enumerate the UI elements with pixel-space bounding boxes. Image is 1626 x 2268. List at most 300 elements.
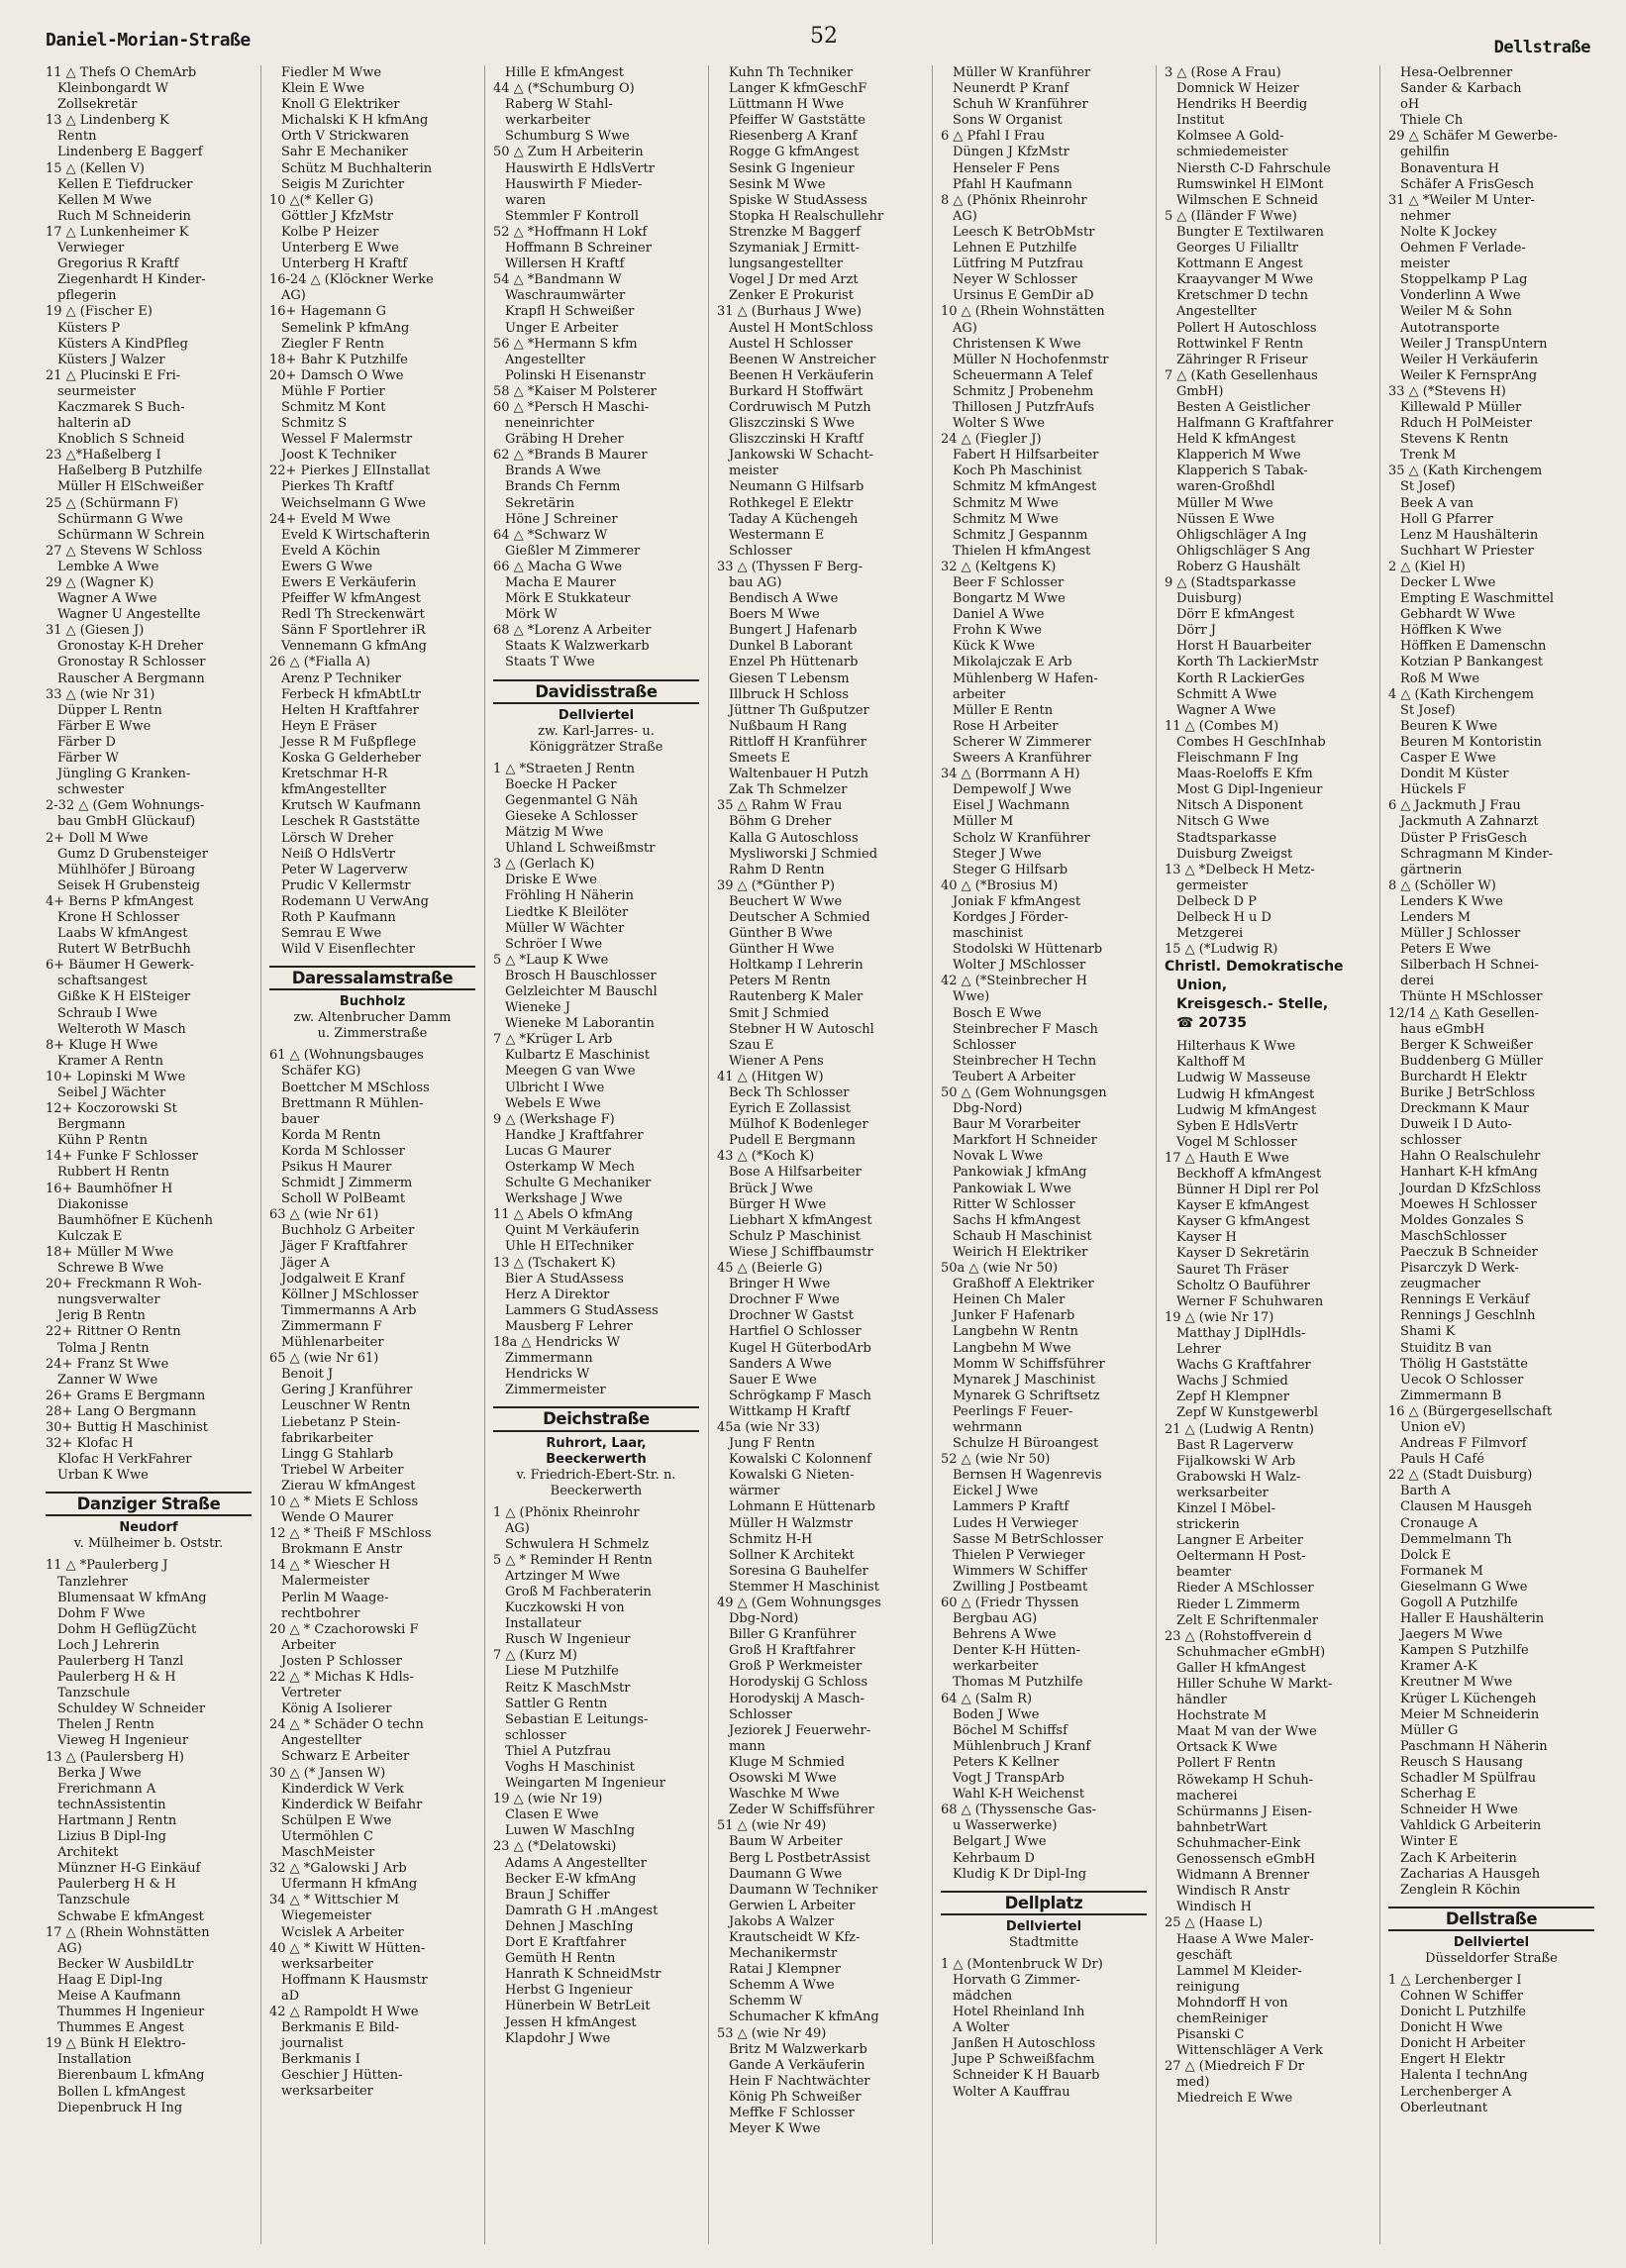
resident-entry: Spiske W StudAssess [729,192,867,208]
house-entry: 5 △ (Iländer F Wwe) [1165,208,1297,224]
resident-entry: Zimmermann B [1400,1388,1502,1403]
resident-entry: Thünte H MSchlosser [1400,989,1543,1005]
resident-entry: Grabowski H Walz- [1176,1469,1301,1485]
resident-entry: Schmitz M Wwe [953,511,1059,527]
resident-entry: Wiese J Schiffbaumstr [729,1244,873,1260]
resident-entry: Kulczak E [57,1228,123,1244]
house-entry: 51 △ (wie Nr 49) [717,1818,827,1834]
house-entry: 8 △ (Schöller W) [1388,877,1496,893]
resident-entry: Blumensaat W kfmAng [57,1590,207,1605]
resident-entry: Berger K Schweißer [1400,1037,1533,1053]
resident-entry: Kayser E kfmAngest [1176,1198,1309,1214]
resident-entry: Uecok O Schlosser [1400,1372,1524,1388]
resident-entry: Held K kfmAngest [1176,432,1296,448]
house-entry: 50a △ (wie Nr 50) [941,1261,1059,1277]
resident-entry: Fijalkowski W Arb [1176,1453,1296,1469]
resident-entry: Beck Th Schlosser [729,1085,850,1100]
house-entry: 31 △ (Giesen J) [46,623,145,639]
resident-entry: Fiedler M Wwe [281,65,382,80]
resident-entry: Schemm W [729,1994,803,2010]
resident-entry: Installateur [505,1616,581,1632]
resident-entry: Schmitz M Kont [281,399,386,415]
resident-entry: Küsters P [57,320,121,336]
resident-entry: Dolck E [1400,1547,1452,1563]
resident-entry: Haag E Dipl-Ing [57,1972,163,1988]
house-entry: 11 △ Thefs O ChemArb [46,65,197,80]
resident-entry: Eisel J Wachmann [953,798,1070,814]
resident-entry: Groß P Werkmeister [729,1659,863,1675]
resident-entry: Klapperich S Tabak- [1176,464,1308,479]
column-divider [708,65,709,2244]
resident-entry: Kotzian P Bankangest [1400,655,1544,670]
house-entry: 7 △ *Krüger L Arb [493,1032,613,1048]
house-entry: 29 △ (Wagner K) [46,575,154,590]
resident-entry: Schumacher K kfmAng [729,2010,879,2025]
resident-entry: Kolbe P Heizer [281,224,379,240]
resident-entry: Dohm F Wwe [57,1605,146,1621]
resident-entry: Eickel J Wwe [953,1484,1039,1499]
resident-entry: Nitsch A Disponent [1176,798,1303,814]
resident-entry: Stoppelkamp P Lag [1400,272,1528,288]
resident-entry: Färber W [57,751,119,767]
resident-entry: Färber E Wwe [57,718,152,734]
resident-entry: lungsangestellter [729,257,844,272]
street-heading: Dellplatz [941,1891,1147,1915]
resident-entry: arbeiter [953,686,1006,702]
house-entry: 16-24 △ (Klöckner Werke [269,272,434,288]
resident-entry: Rennings E Verkäuf [1400,1292,1530,1308]
resident-entry: Düngen J KfzMstr [953,145,1069,160]
street-section-note: v. Mülheimer b. Oststr. [73,1536,224,1552]
house-entry: 2 △ (Kiel H) [1388,559,1466,574]
resident-entry: Arbeiter [281,1637,336,1653]
district-heading: Dellviertel [558,707,635,723]
house-entry: 24 △ * Schäder O techn [269,1717,424,1733]
resident-entry: AG) [953,320,977,336]
street-heading: Deichstraße [493,1406,699,1431]
resident-entry: Windisch R Anstr [1176,1884,1290,1900]
house-entry: 1 △ (Montenbruck W Dr) [941,1956,1103,1972]
resident-entry: Neiß O HdlsVertr [281,846,395,862]
resident-entry: Bast R Lagerverw [1176,1437,1294,1453]
resident-entry: Widmann A Brenner [1176,1868,1310,1884]
resident-entry: med) [1176,2075,1210,2091]
resident-entry: Wessel F Malermstr [281,432,413,448]
resident-entry: Andreas F Filmvorf [1400,1436,1527,1452]
resident-entry: Schülpen E Wwe [281,1812,392,1828]
house-entry: 27 △ Stevens W Schloss [46,543,203,559]
resident-entry: Maat M van der Wwe [1176,1724,1317,1740]
resident-entry: Knoblich S Schneid [57,432,185,448]
resident-entry: Brettmann R Mühlen- [281,1095,424,1111]
column-divider [260,65,261,2244]
resident-entry: Fabert H Hilfsarbeiter [953,448,1099,464]
resident-entry: Scherer W Zimmerer [953,734,1091,750]
house-entry: 16+ Hagemann G [269,304,387,320]
resident-entry: Hünerbein W BetrLeit [505,1999,651,2014]
resident-entry: Becker W AusbildLtr [57,1956,194,1972]
resident-entry: Müller M [953,814,1014,830]
resident-entry: Rennings J Geschlnh [1400,1308,1536,1324]
resident-entry: Kretschmar H-R [281,767,388,782]
resident-entry: haus eGmbH [1400,1021,1485,1037]
resident-entry: Paulerberg H Tanzl [57,1654,184,1669]
resident-entry: Scheuermann A Telef [953,367,1093,383]
directory-column [717,65,923,2254]
resident-entry: Nußbaum H Rang [729,718,848,734]
house-entry: 31 △ (Burhaus J Wwe) [717,304,862,320]
resident-entry: Leesch K BetrObMstr [953,224,1095,240]
house-entry: 26+ Grams E Bergmann [46,1388,206,1403]
resident-entry: gärtnerin [1400,862,1463,877]
resident-entry: Sachs H kfmAngest [953,1212,1081,1228]
house-entry: 61 △ (Wohnungsbauges [269,1048,424,1064]
resident-entry: Strenzke M Baggerf [729,224,862,240]
resident-entry: Shami K [1400,1324,1456,1340]
resident-entry: Domnick W Heizer [1176,81,1299,97]
resident-entry: Liebhart X kfmAngest [729,1212,872,1228]
resident-entry: Wilmschen E Schneid [1176,192,1319,208]
house-entry: 54 △ *Bandmann W [493,272,622,288]
resident-entry: Rothkegel E Elektr [729,495,854,511]
house-entry: 19 △ (wie Nr 19) [493,1792,603,1807]
resident-entry: Pauls H Café [1400,1452,1484,1468]
resident-entry: Sauret Th Fräser [1176,1262,1289,1278]
directory-columns [46,65,1596,2254]
resident-entry: Casper E Wwe [1400,751,1496,767]
resident-entry: Boden J Wwe [953,1706,1040,1722]
resident-entry: maschinist [953,926,1023,942]
resident-entry: Gronostay R Schlosser [57,655,206,670]
resident-entry: Angestellter [1176,304,1257,320]
resident-entry: Schrögkamp F Masch [729,1388,871,1403]
resident-entry: Pisarczyk D Werk- [1400,1261,1519,1277]
resident-entry: Mühlhöfer J Büroang [57,862,196,877]
resident-entry: Krautscheidt W Kfz- [729,1929,861,1945]
resident-entry: technAssistentin [57,1797,166,1812]
resident-entry: Duweik I D Auto- [1400,1117,1512,1133]
resident-entry: Sanders A Wwe [729,1356,832,1372]
resident-entry: Kalthoff M [1176,1055,1246,1071]
resident-entry: Sänn F Sportlehrer iR [281,623,426,639]
resident-entry: Bendisch A Wwe [729,591,839,607]
resident-entry: Dehnen J MaschIng [505,1918,634,1934]
resident-entry: Rodemann U VerwAng [281,893,429,909]
resident-entry: Triebel W Arbeiter [281,1462,404,1478]
resident-entry: Wachs J Schmied [1176,1374,1288,1390]
resident-entry: Cohnen W Schiffer [1400,1988,1524,2004]
resident-entry: Paulerberg H & H [57,1670,176,1686]
resident-entry: Kühn P Rentn [57,1133,149,1149]
resident-entry: Pankowiak J kfmAng [953,1165,1087,1181]
resident-entry: Stemmler F Kontroll [505,208,639,224]
resident-entry: Herbst G Ingenieur [505,1983,633,1999]
resident-entry: Krapfl H Schweißer [505,304,635,320]
house-entry: 19 △ Bünk H Elektro- [46,2036,186,2052]
resident-entry: Ohligschläger S Ang [1176,543,1311,559]
resident-entry: Korth Th LackierMstr [1176,655,1319,670]
house-entry: 33 △ (*Stevens H) [1388,383,1506,399]
resident-entry: Buchholz G Arbeiter [281,1223,415,1239]
resident-entry: Gebhardt W Wwe [1400,607,1516,623]
resident-entry: Paschmann H Näherin [1400,1738,1548,1754]
resident-entry: Becker E-W kfmAng [505,1871,637,1887]
resident-entry: Müller H ElSchweißer [57,479,204,495]
resident-entry: Halenta I technAng [1400,2068,1528,2084]
resident-entry: Herz A Direktor [505,1287,610,1302]
resident-entry: Wiener A Pens [729,1053,824,1069]
resident-entry: Leschek R Gaststätte [281,814,421,830]
resident-entry: Hochstrate M [1176,1708,1268,1724]
resident-entry: Sekretärin [505,495,575,511]
house-entry: 9 △ (Werkshage F) [493,1111,615,1127]
house-entry: 13 △ *Delbeck H Metz- [1165,862,1315,877]
resident-entry: Ruch M Schneiderin [57,208,191,224]
resident-entry: beamter [1176,1565,1232,1581]
resident-entry: Angestellter [505,352,585,367]
resident-entry: Killewald P Müller [1400,399,1522,415]
resident-entry: Sebastian E Leitungs- [505,1711,649,1727]
resident-entry: Hückels F [1400,782,1467,798]
resident-entry: Semelink P kfmAng [281,320,410,336]
resident-entry: Stopka H Realschullehr [729,208,884,224]
house-entry: 9 △ (Stadtsparkasse [1165,575,1296,590]
resident-entry: Matthay J DiplHdls- [1176,1325,1306,1341]
resident-entry: Steger J Wwe [953,846,1042,862]
house-entry: 19 △ (wie Nr 17) [1165,1309,1274,1325]
resident-entry: Giesen T Lebensm [729,670,850,686]
resident-entry: Silberbach H Schnei- [1400,958,1539,974]
resident-entry: Haller E Haushälterin [1400,1611,1545,1627]
resident-entry: Kellen E Tiefdrucker [57,176,193,192]
resident-entry: Kugel H GüterbodArb [729,1340,871,1356]
resident-entry: Burchardt H Elektr [1400,1069,1527,1084]
resident-entry: Verwieger [57,241,125,257]
resident-entry: Kayser H [1176,1230,1237,1246]
resident-entry: Sattler G Rentn [505,1696,608,1711]
resident-entry: händler [1176,1693,1227,1708]
directory-column [941,65,1147,2254]
resident-entry: Ludes H Verwieger [953,1515,1078,1531]
resident-entry: Bonaventura H [1400,160,1499,176]
resident-entry: aD [281,1988,300,2004]
house-entry: 49 △ (Gem Wohnungsges [717,1596,881,1610]
resident-entry: Lammers G StudAssess [505,1302,659,1318]
resident-entry: Deutscher A Schmied [729,909,870,925]
house-entry: 22+ Pierkes J ElInstallat [269,464,431,479]
house-entry: 32+ Klofac H [46,1436,134,1452]
resident-entry: Neyer W Schlosser [953,272,1077,288]
street-section-note: Beeckerwerth [550,1483,643,1498]
resident-entry: werksarbeiter [281,2084,373,2100]
resident-entry: u Wasserwerke) [953,1818,1058,1834]
resident-entry: Zenker E Prokurist [729,288,854,304]
header-right-street: Dellstraße [1493,38,1590,57]
resident-entry: MaschSchlosser [1400,1228,1507,1244]
resident-entry: Buddenberg G Müller [1400,1053,1543,1069]
resident-entry: Daumann W Techniker [729,1882,878,1898]
resident-entry: Kinzel I Möbel- [1176,1500,1276,1516]
resident-entry: Loch J Lehrerin [57,1637,159,1653]
resident-entry: Mörk E Stukkateur [505,591,631,607]
resident-entry: Eveld A Köchin [281,543,381,559]
house-entry: 11 △ (Combes M) [1165,718,1279,734]
resident-entry: schwester [57,782,124,798]
house-entry: 14+ Funke F Schlosser [46,1149,198,1165]
resident-entry: Jackmuth A Zahnarzt [1400,814,1539,830]
resident-entry: Pisanski C [1176,2027,1245,2043]
resident-entry: Schürmann W Schrein [57,527,205,543]
street-section-note: zw. Altenbrucher Damm [293,1010,452,1026]
resident-entry: Lammel M Kleider- [1176,1963,1302,1979]
resident-entry: Wimmers W Schiffer [953,1563,1088,1579]
resident-entry: Jüttner Th Gußputzer [729,702,869,718]
directory-column [46,65,252,2254]
resident-entry: Kowalski C Kolonnenf [729,1452,871,1468]
resident-entry: werksarbeiter [1176,1485,1269,1500]
resident-entry: Maas-Roeloffs E Kfm [1176,767,1313,782]
resident-entry: meister [729,464,778,479]
resident-entry: Kuczkowski H von [505,1600,625,1616]
resident-entry: Wild V Eisenflechter [281,942,415,958]
resident-entry: Orth V Strickwaren [281,129,409,145]
resident-entry: Cronauge A [1400,1515,1478,1531]
resident-entry: Schuhmacher eGmbH) [1176,1644,1326,1660]
resident-entry: Schulze H Büroangest [953,1436,1099,1452]
resident-entry: Liese M Putzhilfe [505,1664,619,1680]
house-entry: 29 △ Schäfer M Gewerbe- [1388,129,1558,145]
resident-entry: kfmAngestellter [281,782,386,798]
resident-entry: Zenglein R Köchin [1400,1882,1521,1898]
resident-entry: Winter E [1400,1834,1459,1850]
resident-entry: Architekt [57,1845,119,1861]
district-heading: Buchholz [339,994,406,1010]
resident-entry: Schmidt J Zimmerm [281,1176,413,1191]
resident-entry: Denter K-H Hütten- [953,1643,1080,1659]
resident-entry: Göttler J KfzMstr [281,208,393,224]
resident-entry: Nolte K Jockey [1400,224,1497,240]
resident-entry: Thummes H Ingenieur [57,2005,205,2020]
resident-entry: Rautenberg K Maler [729,989,864,1005]
resident-entry: Ratai J Klempner [729,1962,841,1978]
resident-entry: Polinski H Eisenanstr [505,367,646,383]
resident-entry: Ludwig H kfmAngest [1176,1086,1315,1102]
resident-entry: Besten A Geistlicher [1176,399,1310,415]
resident-entry: Timmermanns A Arb [281,1302,417,1318]
resident-entry: Bollen L kfmAngest [57,2084,186,2100]
resident-entry: Hiller Schuhe W Markt- [1176,1677,1333,1692]
house-entry: 53 △ (wie Nr 49) [717,2025,827,2041]
resident-entry: Schürmann G Wwe [57,511,183,527]
house-entry: 68 △ (Thyssensche Gas- [941,1803,1097,1818]
house-entry: 7 △ (Kurz M) [493,1648,577,1664]
resident-entry: Düpper L Rentn [57,702,162,718]
resident-entry: Mühlenbruch J Kranf [953,1738,1091,1754]
resident-entry: Schmitt A Wwe [1176,686,1277,702]
street-section-note: zw. Karl-Jarres- u. [538,723,655,739]
resident-entry: Duisburg Zweigst [1176,846,1293,862]
resident-entry: Krüger L Küchengeh [1400,1691,1537,1706]
resident-entry: Heinen Ch Maler [953,1292,1066,1308]
resident-entry: Leuschner W Rentn [281,1398,411,1414]
resident-entry: Bose A Hilfsarbeiter [729,1165,862,1181]
resident-entry: Weiler K FernsprAng [1400,367,1538,383]
resident-entry: Institut [1176,113,1225,129]
house-entry: 5 △ *Laup K Wwe [493,952,609,968]
house-entry: 8+ Kluge H Wwe [46,1037,158,1053]
resident-entry: Wolter S Wwe [953,416,1045,432]
resident-entry: Jourdan D KfzSchloss [1400,1181,1542,1196]
house-entry: 21 △ (Ludwig A Rentn) [1165,1421,1314,1437]
directory-column [493,65,699,2254]
resident-entry: Schraub I Wwe [57,1005,157,1021]
house-entry: 21 △ Plucinski E Fri- [46,367,181,383]
house-entry: 1 △ (Phönix Rheinrohr [493,1504,640,1520]
house-entry: 35 △ (Kath Kirchengem [1388,464,1543,479]
resident-entry: Welteroth W Masch [57,1021,186,1037]
resident-entry: Joost K Techniker [281,448,397,464]
resident-entry: Schadler M Spülfrau [1400,1771,1537,1787]
house-entry: 7 △ (Kath Gesellenhaus [1165,367,1318,383]
district-heading: Beeckerwerth [546,1451,647,1467]
house-entry: 45 △ (Beierle G) [717,1261,823,1277]
resident-entry: Quint M Verkäuferin [505,1223,640,1239]
resident-entry: Wagner A Wwe [57,591,157,607]
resident-entry: Schmitz S [281,416,348,432]
resident-entry: Berkmanis I [281,2052,360,2068]
resident-entry: Lehrer [1176,1342,1221,1358]
resident-entry: Seibel J Wächter [57,1085,166,1100]
resident-entry: Sasse M BetrSchlosser [953,1531,1103,1547]
house-entry: 3 △ (Rose A Frau) [1165,65,1281,80]
resident-entry: Oeltermann H Post- [1176,1549,1306,1565]
resident-entry: Schwabe E kfmAngest [57,1908,204,1924]
house-entry: 60 △ (Friedr Thyssen [941,1596,1079,1610]
resident-entry: Reitz K MaschMstr [505,1680,631,1696]
resident-entry: Weiler J TranspUntern [1400,336,1548,352]
resident-entry: Horvath G Zimmer- [953,1972,1080,1988]
resident-entry: Zierau W kfmAngest [281,1478,416,1494]
resident-entry: Geschier J Hütten- [281,2068,403,2084]
house-entry: 32 △ *Galowski J Arb [269,1861,407,1877]
house-entry: 4 △ (Kath Kirchengem [1388,686,1534,702]
resident-entry: Tanzlehrer [57,1574,128,1590]
resident-entry: Stuiditz B van [1400,1340,1492,1356]
resident-entry: Semrau E Wwe [281,926,382,942]
resident-entry: König A Isolierer [281,1701,392,1717]
street-section-note: Düsseldorfer Straße [1425,1950,1558,1966]
resident-entry: Thiel A Putzfrau [505,1743,612,1759]
resident-entry: Mühle F Portier [281,383,385,399]
resident-entry: Dörr J [1176,623,1217,639]
resident-entry: Schmitz J Gespannm [953,527,1088,543]
resident-entry: bauer [281,1111,320,1127]
resident-entry: Paulerberg H & H [57,1877,176,1893]
resident-entry: Hein F Nachtwächter [729,2073,870,2089]
resident-entry: Hauswirth F Mieder- [505,176,643,192]
house-entry: 32 △ (Keltgens K) [941,559,1057,574]
resident-entry: Kinderdick W Beifahr [281,1797,423,1812]
resident-entry: Braun J Schiffer [505,1887,610,1903]
resident-entry: Arenz P Techniker [281,670,401,686]
resident-entry: Syben E HdlsVertr [1176,1118,1298,1134]
resident-entry: Gemüth H Rentn [505,1951,616,1967]
resident-entry: Tanzschule [57,1686,131,1701]
resident-entry: Joniak F kfmAngest [953,893,1081,909]
resident-entry: Wittenschläger A Verk [1176,2043,1323,2059]
resident-entry: Peters M Rentn [729,974,831,989]
resident-entry: Angestellter [281,1733,361,1749]
